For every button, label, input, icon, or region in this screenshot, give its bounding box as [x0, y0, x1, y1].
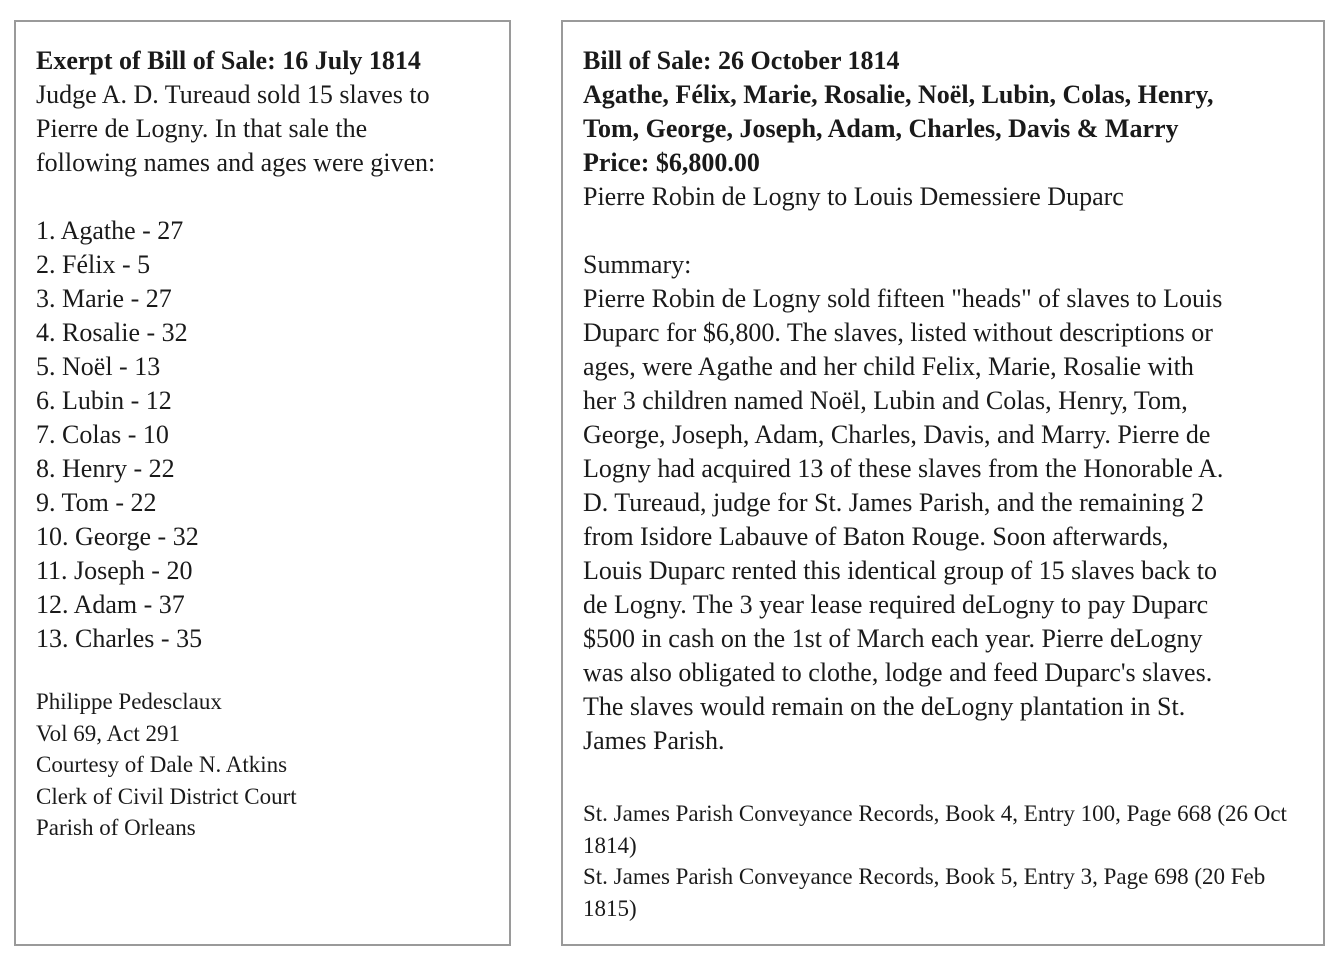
intro-line: following names and ages were given: [36, 148, 436, 177]
summary-text [583, 282, 1303, 758]
list-item: 8. Henry - 22 [36, 454, 175, 483]
summary-label: Summary: [583, 250, 692, 279]
names-and-ages-list [36, 214, 489, 656]
list-item: 2. Félix - 5 [36, 250, 151, 279]
spacer [583, 214, 1303, 248]
summary-line: Logny had acquired 13 of these slaves from the Honorable A. [583, 454, 1224, 483]
list-item: 11. Joseph - 20 [36, 556, 193, 585]
list-item: 9. Tom - 22 [36, 488, 157, 517]
summary-line: Duparc for $6,800. The slaves, listed without descriptions or [583, 318, 1213, 347]
summary-line: Pierre Robin de Logny sold fifteen "heads" of slaves to Louis [583, 284, 1223, 313]
summary-line: George, Joseph, Adam, Charles, Davis, and Marry. Pierre de [583, 420, 1211, 449]
conveyance-sources [583, 798, 1303, 924]
source-line: Philippe Pedesclaux [36, 689, 222, 714]
intro-line: Judge A. D. Tureaud sold 15 slaves to [36, 80, 430, 109]
panel-title: Bill of Sale: 26 October 1814 [583, 46, 900, 75]
source-line: Vol 69, Act 291 [36, 720, 180, 746]
summary-line: ages, were Agathe and her child Felix, Marie, Rosalie with [583, 352, 1194, 381]
summary-line: $500 in cash on the 1st of March each year. Pierre deLogny [583, 624, 1203, 653]
spacer [36, 656, 489, 686]
parties: Pierre Robin de Logny to Louis Demessiere Duparc [583, 182, 1124, 211]
list-item: 6. Lubin - 12 [36, 386, 172, 415]
names-line: Agathe, Félix, Marie, Rosalie, Noël, Lubin, Colas, Henry, [583, 80, 1214, 109]
price: Price: $6,800.00 [583, 148, 760, 177]
source-citation: St. James Parish Conveyance Records, Book 4, Entry 100, Page 668 (26 Oct 1814) [583, 801, 1287, 858]
summary-line: from Isidore Labauve of Baton Rouge. Soon afterwards, [583, 522, 1169, 551]
list-item: 4. Rosalie - 32 [36, 318, 188, 347]
summary-line: D. Tureaud, judge for St. James Parish, and the remaining 2 [583, 488, 1205, 517]
summary-line: The slaves would remain on the deLogny plantation in St. [583, 692, 1186, 721]
panel-title: Exerpt of Bill of Sale: 16 July 1814 [36, 46, 421, 75]
summary-line: de Logny. The 3 year lease required deLogny to pay Duparc [583, 590, 1209, 619]
list-item: 7. Colas - 10 [36, 420, 169, 449]
source-line: Parish of Orleans [36, 815, 196, 840]
bill-of-sale-1814-october-panel [561, 20, 1325, 946]
spacer [583, 758, 1303, 798]
summary-line: her 3 children named Noël, Lubin and Colas, Henry, Tom, [583, 386, 1188, 415]
source-citation: St. James Parish Conveyance Records, Book 5, Entry 3, Page 698 (20 Feb 1815) [583, 864, 1266, 921]
spacer [36, 180, 489, 214]
summary-line: Louis Duparc rented this identical group of 15 slaves back to [583, 556, 1217, 585]
names-line: Tom, George, Joseph, Adam, Charles, Davis & Marry [583, 114, 1179, 143]
list-item: 1. Agathe - 27 [36, 216, 184, 245]
list-item: 10. George - 32 [36, 522, 199, 551]
summary-line: James Parish. [583, 726, 725, 755]
source-line: Clerk of Civil District Court [36, 783, 297, 809]
bill-of-sale-1814-july-panel [14, 20, 511, 946]
summary-line: was also obligated to clothe, lodge and feed Duparc's slaves. [583, 658, 1213, 687]
list-item: 5. Noël - 13 [36, 352, 161, 381]
list-item: 3. Marie - 27 [36, 284, 172, 313]
source-citation [36, 686, 489, 844]
intro-line: Pierre de Logny. In that sale the [36, 114, 368, 143]
source-line: Courtesy of Dale N. Atkins [36, 752, 288, 777]
list-item: 13. Charles - 35 [36, 624, 203, 653]
list-item: 12. Adam - 37 [36, 590, 185, 619]
